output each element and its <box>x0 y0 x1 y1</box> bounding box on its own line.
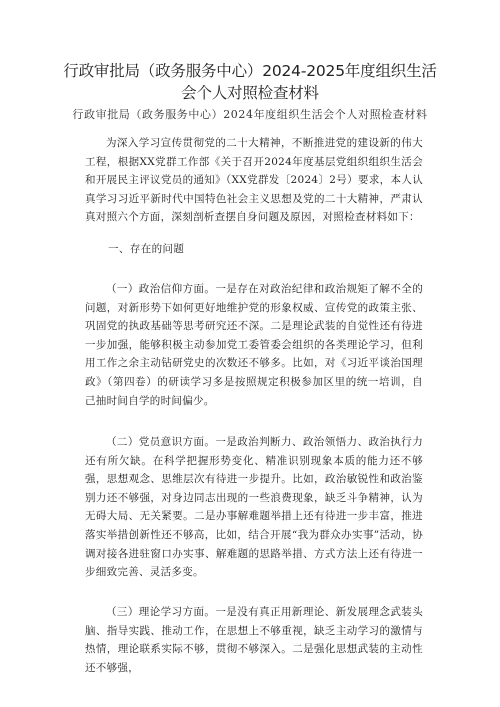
document-title-line1: 行政审批局（政务服务中心）2024-2025年度组织生活 <box>63 62 437 80</box>
subsection-text: 一是存在对政治纪律和政治规矩了解不全的问题，对新形势下如何更好地维护党的形象权威、宣传党的政策主张、巩固党的执政基础等思考研究还不深。二是理论武装的自觉性还有待进一步加强，能够积极主动参加党工委管委会组织的各类理论学习，但利用工作之余主动钻研党史的次数还不够多。比如，对《习近平谈治国理政》（第四卷）的研读学习多是按照规定积极参加区里的统一培训，自己抽时间自学的时间偏少。 <box>85 283 423 407</box>
document-title-line2: 会个人对照检查材料 <box>181 84 319 102</box>
subsection-heading: （二）党员意识方面。 <box>106 436 216 448</box>
subsection-paragraph <box>85 603 423 677</box>
subsection-text: 一是没有真正用新理论、新发展理念武装头脑、指导实践、推动工作，在思想上不够重视，缺乏主动学习的激情与热情，理论联系实际不够，贯彻不够深入。二是强化思想武装的主动性还不够强， <box>85 606 423 674</box>
subsection-party-awareness <box>85 433 423 582</box>
subsection-political-belief <box>85 280 423 410</box>
subsection-text: 一是政治判断力、政治领悟力、政治执行力还有所欠缺。在科学把握形势变化、精准识别现象本质的能力还不够强，思想观念、思维层次有待进一步提升。比如，政治敏锐性和政治鉴别力还不够强，对身边同志出现的一些浪费现象，缺乏斗争精神，认为无碍大局、无关紧要。二是办事解难题举措上还有待进一步丰富，推进落实举措创新性还不够高，比如，结合开展“我为群众办实事”活动，协调对接各进驻窗口办实事、解难题的思路举措、方式方法上还有待进一步细致完善、灵活多变。 <box>85 436 423 579</box>
subsection-theory-study <box>85 603 423 677</box>
intro-paragraph: 为深入学习宣传贯彻党的二十大精神，不断推进党的建设新的伟大工程，根据XX党群工作部《关于召开2024年度基层党组织组织生活会和开展民主评议党员的通知》（XX党群发〔2024〕2号）要求，本人认真学习习近平新时代中国特色社会主义思想及党的二十大精神，严肃认真对照六个方面，深刻剖析查摆自身问题及原因，对照检查材料如下： <box>85 137 423 224</box>
subsection-paragraph <box>85 433 423 582</box>
subsection-heading: （一）政治信仰方面。 <box>106 283 216 295</box>
subsection-heading: （三）理论学习方面。 <box>106 606 216 618</box>
intro-block <box>85 134 423 227</box>
subsection-paragraph <box>85 280 423 410</box>
document-subtitle: 行政审批局（政务服务中心）2024年度组织生活会个人对照检查材料 <box>72 108 428 121</box>
section-heading-problems: 一、存在的问题 <box>108 243 185 255</box>
